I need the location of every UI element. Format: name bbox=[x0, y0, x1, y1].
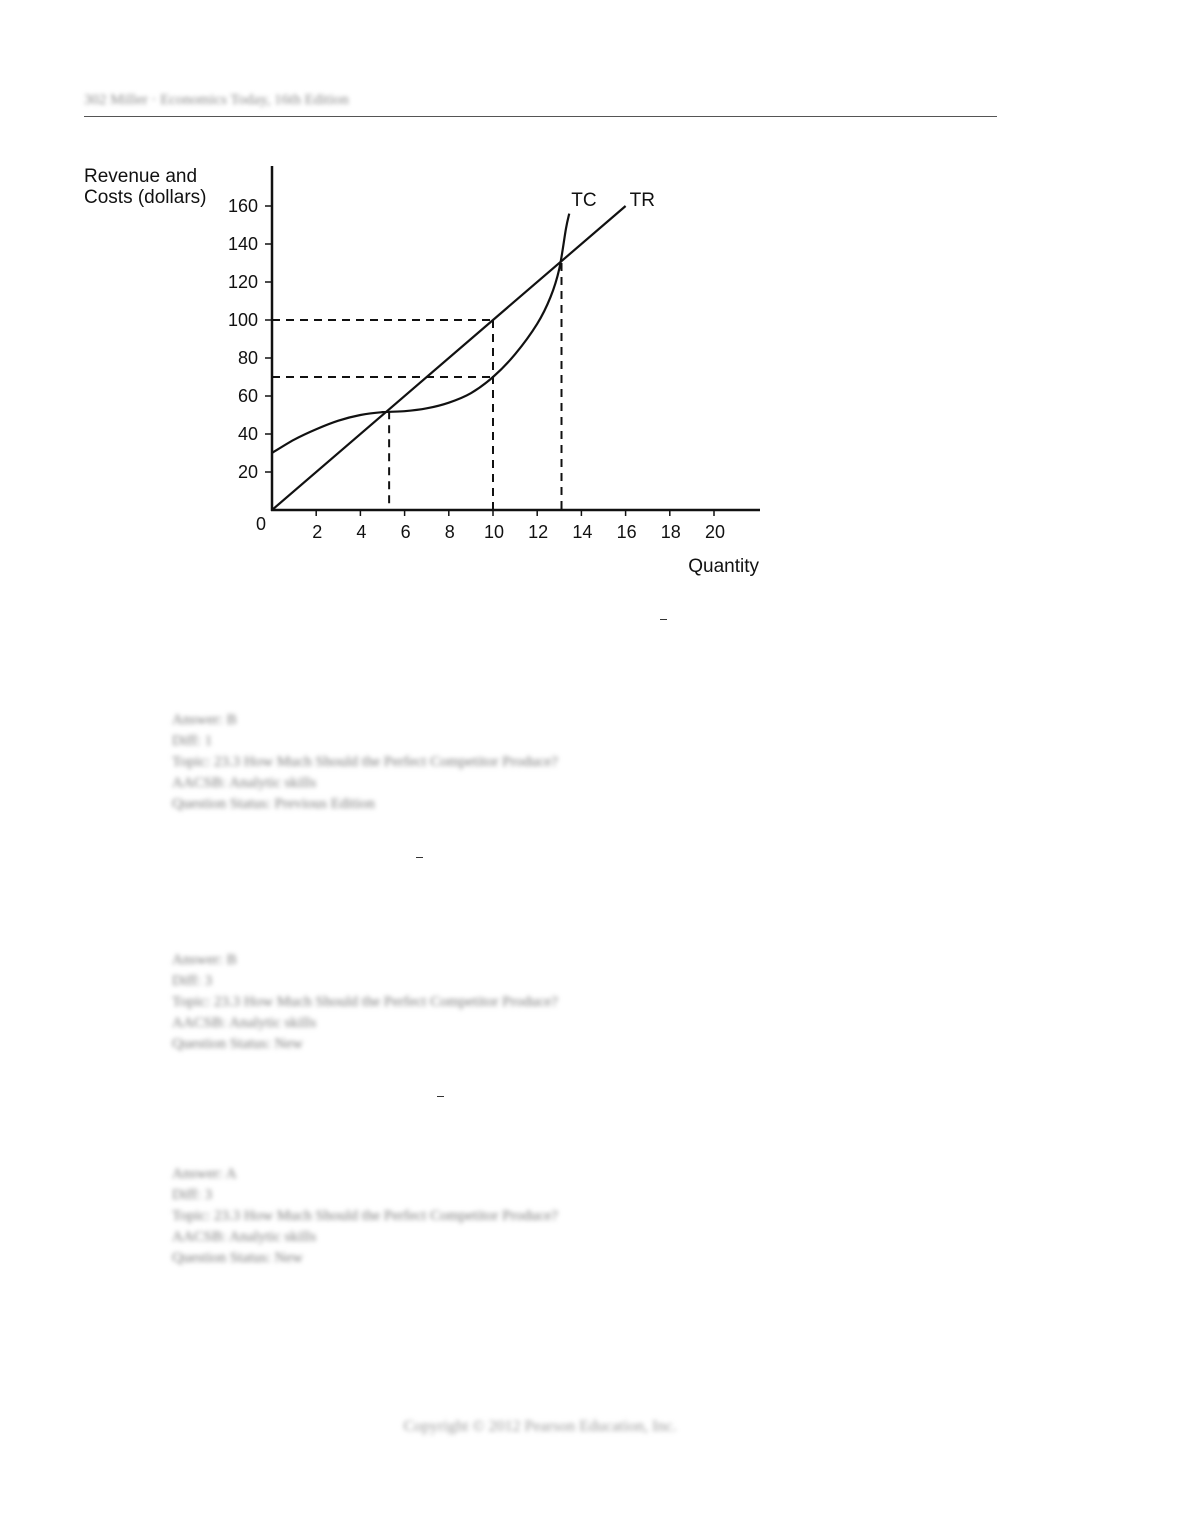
difficulty-line: Diff: 1 bbox=[172, 733, 213, 749]
answer-line: Answer: B bbox=[172, 952, 237, 968]
blank-line bbox=[437, 1096, 444, 1097]
y-tick-label: 40 bbox=[237, 424, 258, 444]
tr-label: TR bbox=[629, 190, 655, 211]
answer-line: Answer: B bbox=[172, 712, 237, 728]
aacsb-line: AACSB: Analytic skills bbox=[172, 1015, 317, 1031]
x-tick-label: 16 bbox=[616, 522, 637, 542]
x-tick-label: 4 bbox=[356, 522, 367, 542]
x-tick-label: 6 bbox=[400, 522, 411, 542]
answer-block-2 bbox=[172, 950, 558, 1052]
origin-label: 0 bbox=[255, 514, 267, 534]
aacsb-line: AACSB: Analytic skills bbox=[172, 1229, 317, 1245]
y-tick-label: 60 bbox=[237, 386, 258, 406]
status-line: Question Status: New bbox=[172, 1250, 303, 1266]
y-axis-label bbox=[84, 166, 206, 208]
tc-curve bbox=[272, 214, 569, 453]
y-tick-label: 160 bbox=[227, 196, 258, 216]
x-tick-label: 2 bbox=[312, 522, 323, 542]
y-tick-label: 120 bbox=[227, 272, 258, 292]
y-tick-label: 20 bbox=[237, 462, 258, 482]
x-tick-label: 12 bbox=[528, 522, 549, 542]
blank-line bbox=[416, 857, 423, 858]
status-line: Question Status: New bbox=[172, 1036, 303, 1052]
tc-label: TC bbox=[571, 190, 597, 211]
answer-block-1 bbox=[172, 710, 558, 812]
axes bbox=[271, 166, 760, 511]
topic-line: Topic: 23.3 How Much Should the Perfect Competitor Produce? bbox=[172, 754, 558, 770]
x-tick-label: 10 bbox=[483, 522, 505, 542]
page-header: 302 Miller · Economics Today, 16th Edition bbox=[84, 92, 349, 108]
x-axis-label: Quantity bbox=[688, 556, 759, 577]
y-axis-label-line: Revenue and bbox=[84, 166, 198, 187]
answer-block-3 bbox=[172, 1164, 558, 1272]
tick-labels bbox=[228, 196, 760, 577]
y-tick-label: 140 bbox=[227, 234, 258, 254]
aacsb-line: AACSB: Analytic skills bbox=[172, 775, 317, 791]
status-line: Question Status: Previous Edition bbox=[172, 796, 375, 812]
copyright-footer: Copyright © 2012 Pearson Education, Inc. bbox=[403, 1418, 677, 1435]
difficulty-line: Diff: 3 bbox=[172, 973, 213, 989]
x-tick-label: 8 bbox=[444, 522, 455, 542]
tr-curve bbox=[272, 206, 626, 510]
topic-line: Topic: 23.3 How Much Should the Perfect Competitor Produce? bbox=[172, 994, 558, 1010]
topic-line: Topic: 23.3 How Much Should the Perfect Competitor Produce? bbox=[172, 1208, 558, 1224]
y-tick-label: 80 bbox=[237, 348, 258, 368]
blank-line bbox=[660, 619, 667, 620]
answer-line: Answer: A bbox=[172, 1166, 237, 1182]
revenue-cost-chart bbox=[0, 0, 1180, 600]
y-axis-label-line: Costs (dollars) bbox=[84, 187, 207, 208]
difficulty-line: Diff: 3 bbox=[172, 1187, 213, 1203]
series-labels bbox=[571, 190, 655, 211]
x-tick-label: 18 bbox=[660, 522, 681, 542]
x-tick-label: 14 bbox=[572, 522, 593, 542]
y-tick-label: 100 bbox=[227, 310, 258, 330]
series bbox=[272, 206, 626, 510]
x-tick-label: 20 bbox=[704, 522, 726, 542]
